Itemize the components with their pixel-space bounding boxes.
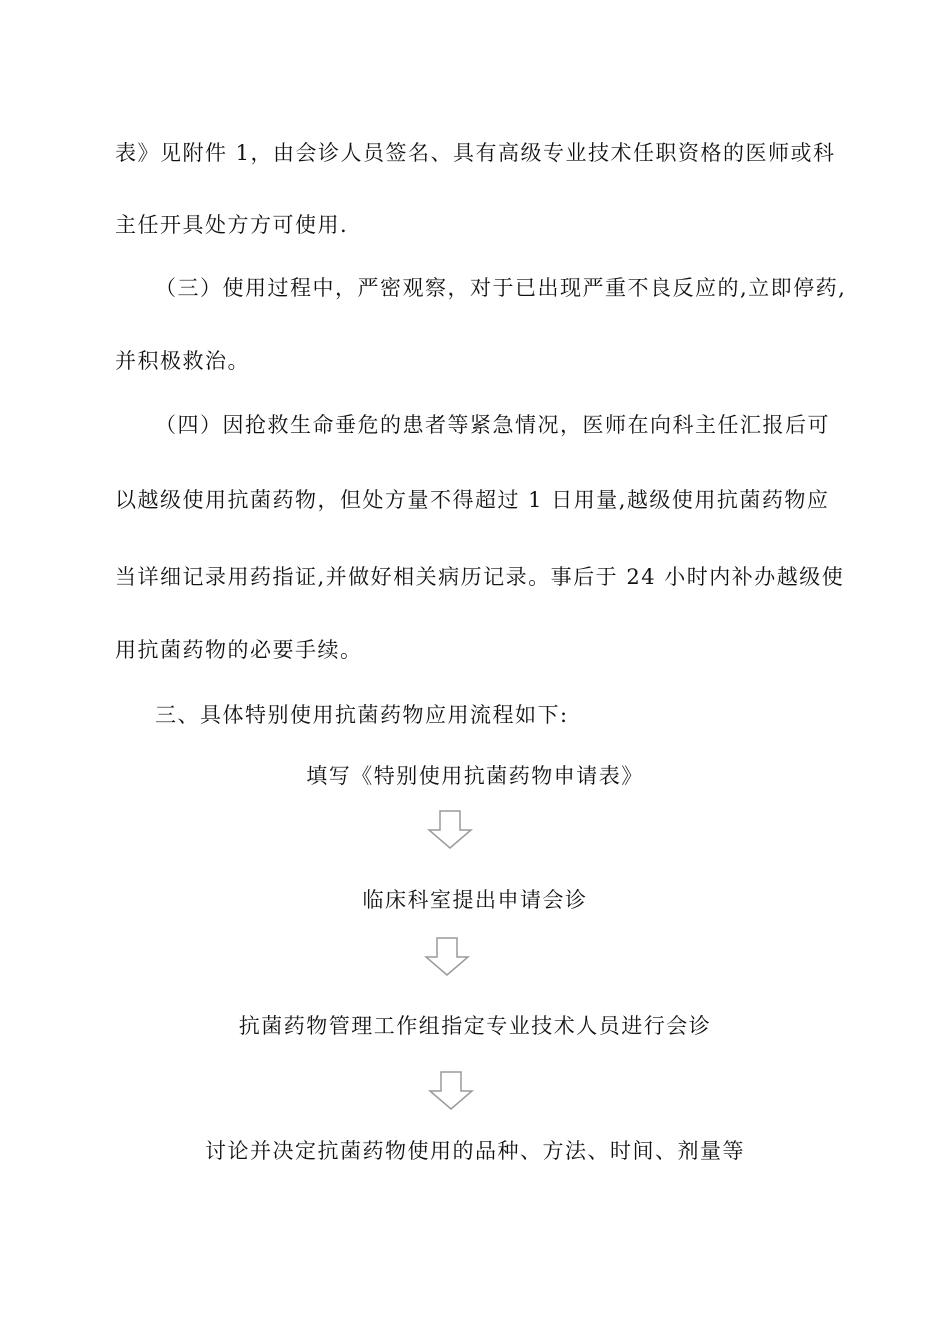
section-heading: 三、具体特别使用抗菌药物应用流程如下:: [155, 703, 569, 727]
paragraph-line-1: 表》见附件 1，由会诊人员签名、具有高级专业技术任职资格的医师或科: [115, 141, 836, 165]
flow-step-4: 讨论并决定抗菌药物使用的品种、方法、时间、剂量等: [205, 1139, 745, 1163]
paragraph-line-6: 以越级使用抗菌药物，但处方量不得超过 1 日用量,越级使用抗菌药物应: [115, 488, 830, 512]
flow-step-3: 抗菌药物管理工作组指定专业技术人员进行会诊: [238, 1014, 712, 1038]
paragraph-line-3: （三）使用过程中，严密观察，对于已出现严重不良反应的,立即停药,: [155, 276, 847, 300]
paragraph-line-7: 当详细记录用药指证,并做好相关病历记录。事后于 24 小时内补办越级使: [115, 565, 845, 589]
paragraph-line-5: （四）因抢救生命垂危的患者等紧急情况，医师在向科主任汇报后可: [155, 413, 830, 437]
down-arrow-icon: [427, 810, 473, 850]
paragraph-line-2: 主任开具处方方可使用.: [115, 213, 349, 237]
flow-step-2: 临床科室提出申请会诊: [362, 888, 588, 912]
paragraph-line-8: 用抗菌药物的必要手续。: [115, 638, 363, 662]
paragraph-line-4: 并积极救治。: [115, 349, 250, 373]
down-arrow-icon: [424, 937, 470, 977]
down-arrow-icon: [428, 1071, 474, 1111]
flow-step-1: 填写《特别使用抗菌药物申请表》: [306, 764, 644, 788]
